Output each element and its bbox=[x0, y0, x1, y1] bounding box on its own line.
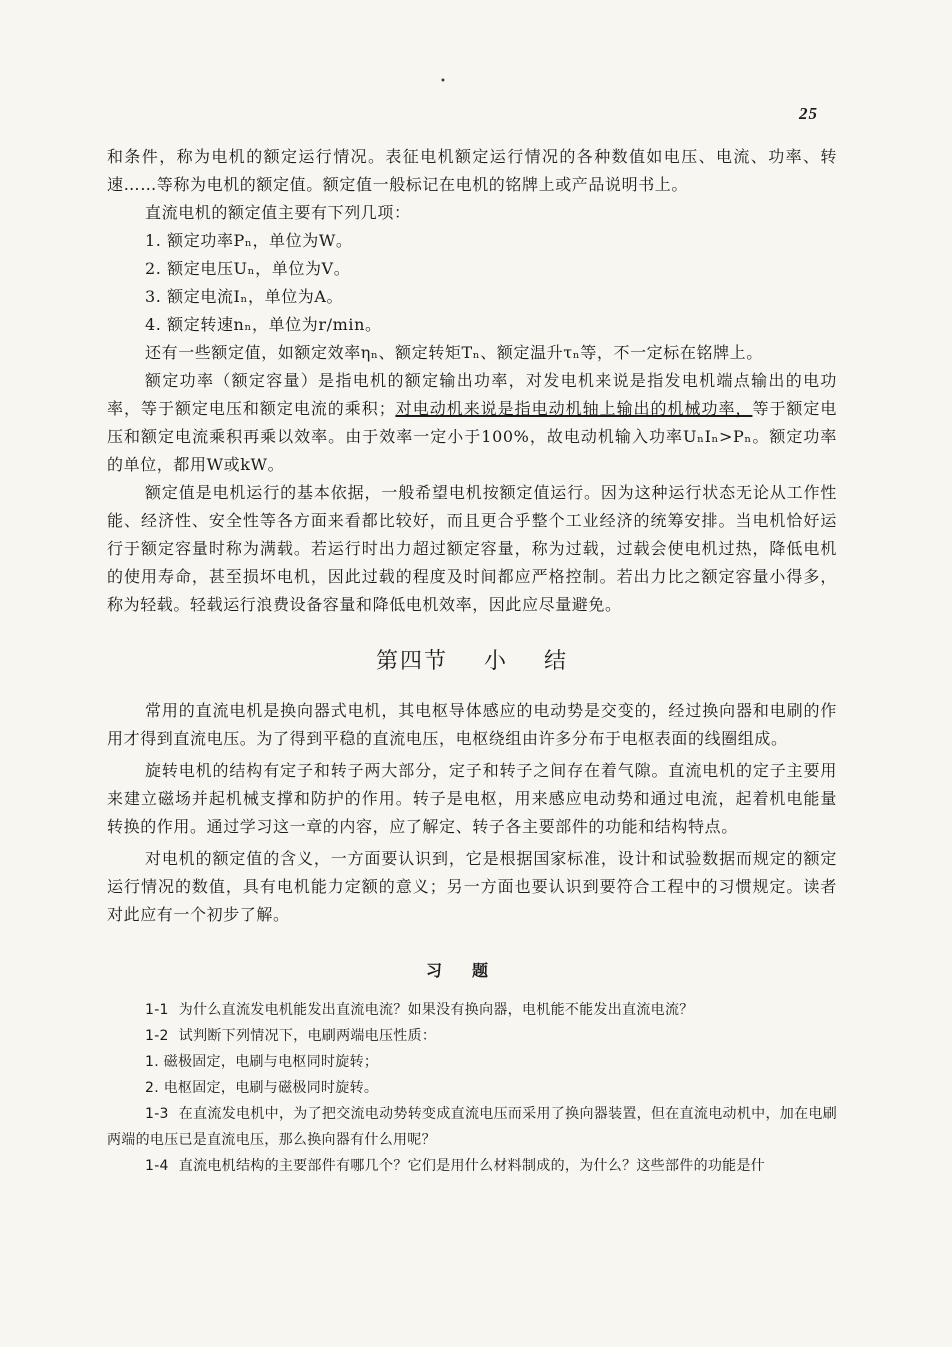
exercises-list bbox=[107, 997, 837, 1179]
exercises-title: 习题 bbox=[425, 961, 518, 980]
section-title-word-2: 结 bbox=[544, 649, 569, 674]
exercise-number: 1-4 bbox=[145, 1158, 169, 1174]
list-item-rated-voltage: 2. 额定电压Uₙ，单位为V。 bbox=[145, 259, 351, 278]
rated-power-text-a: 额定功率（额定容量）是指电机的额定输出功率，对发电机来说是指发电机端点输出的电功率，等于额定电压和额定电流的乘积； bbox=[107, 371, 837, 418]
exercise-text: 2. 电枢固定，电刷与磁极同时旋转。 bbox=[145, 1080, 379, 1096]
paragraph-other-rated-values: 还有一些额定值，如额定效率ηₙ、额定转矩Tₙ、额定温升τₙ等，不一定标在铭牌上。 bbox=[145, 343, 763, 362]
paragraph-rated-power bbox=[107, 367, 837, 479]
exercise-item bbox=[107, 1153, 837, 1179]
rated-power-underlined-text: 对电动机来说是指电动机轴上输出的机械功率， bbox=[395, 399, 753, 418]
exercise-text: 试判断下列情况下，电刷两端电压性质： bbox=[178, 1028, 437, 1044]
summary-paragraph-1: 常用的直流电机是换向器式电机，其电枢导体感应的电动势是交变的，经过换向器和电刷的作用才得到直流电压。为了得到平稳的直流电压，电枢绕组由许多分布于电枢表面的线圈组成。 bbox=[107, 701, 837, 748]
exercise-text: 为什么直流发电机能发出直流电流？如果没有换向器，电机能不能发出直流电流？ bbox=[178, 1002, 694, 1018]
rated-power-text-c: 等于额定电压和额定电流乘积再乘以效率。由于效率一定小于100%，故电动机输入功率UₙIₙ>Pₙ。额定功率的单位，都用W或kW。 bbox=[107, 399, 837, 474]
section-number: 第四节 bbox=[375, 649, 448, 674]
paragraph-rated-operation: 和条件，称为电机的额定运行情况。表征电机额定运行情况的各种数值如电压、电流、功率、转速……等称为电机的额定值。额定值一般标记在电机的铭牌上或产品说明书上。 bbox=[107, 147, 837, 194]
list-item-rated-speed: 4. 额定转速nₙ，单位为r/min。 bbox=[145, 315, 382, 334]
paragraph-load-conditions: 额定值是电机运行的基本依据，一般希望电机按额定值运行。因为这种运行状态无论从工作性能、经济性、安全性等各方面来看都比较好，而且更合乎整个工业经济的统筹安排。当电机恰好运行于额定容量时称为满载。若运行时出力超过额定容量，称为过载，过载会使电机过热，降低电机的使用寿命，甚至损坏电机，因此过载的程度及时间都应严格控制。若出力比之额定容量小得多，称为轻载。轻载运行浪费设备容量和降低电机效率，因此应尽量避免。 bbox=[107, 483, 837, 614]
list-item-rated-current: 3. 额定电流Iₙ，单位为A。 bbox=[145, 287, 344, 306]
exercise-subitem bbox=[107, 1049, 837, 1075]
exercise-text: 1. 磁极固定，电刷与电枢同时旋转； bbox=[145, 1054, 379, 1070]
exercise-subitem bbox=[107, 1075, 837, 1101]
section-title-word-1: 小 bbox=[483, 649, 508, 674]
exercise-text: 在直流发电机中，为了把交流电动势转变成直流电压而采用了换向器装置，但在直流电动机中，加在电刷两端的电压已是直流电压，那么换向器有什么用呢？ bbox=[107, 1106, 837, 1148]
exercise-number: 1-3 bbox=[145, 1106, 169, 1122]
exercise-number: 1-2 bbox=[145, 1028, 169, 1044]
exercise-number: 1-1 bbox=[145, 1002, 169, 1018]
exercise-item bbox=[107, 1101, 837, 1153]
page-content bbox=[107, 143, 837, 1179]
stray-mark: • bbox=[440, 76, 446, 87]
exercise-item bbox=[107, 997, 837, 1023]
section-title bbox=[107, 647, 837, 677]
list-item-rated-power: 1. 额定功率Pₙ，单位为W。 bbox=[145, 231, 353, 250]
summary-paragraph-2: 旋转电机的结构有定子和转子两大部分，定子和转子之间存在着气隙。直流电机的定子主要用来建立磁场并起机械支撑和防护的作用。转子是电枢，用来感应电动势和通过电流，起着机电能量转换的作用。通过学习这一章的内容，应了解定、转子各主要部件的功能和结构特点。 bbox=[107, 761, 837, 836]
exercise-item bbox=[107, 1023, 837, 1049]
page-number: 25 bbox=[799, 104, 818, 123]
summary-paragraph-3: 对电机的额定值的含义，一方面要认识到，它是根据国家标准，设计和试验数据而规定的额定运行情况的数值，具有电机能力定额的意义；另一方面也要认识到要符合工程中的习惯规定。读者对此应有一个初步了解。 bbox=[107, 849, 837, 924]
paragraph-rated-values-intro: 直流电机的额定值主要有下列几项： bbox=[145, 203, 411, 222]
exercise-text: 直流电机结构的主要部件有哪几个？它们是用什么材料制成的，为什么？这些部件的功能是什 bbox=[178, 1158, 766, 1174]
